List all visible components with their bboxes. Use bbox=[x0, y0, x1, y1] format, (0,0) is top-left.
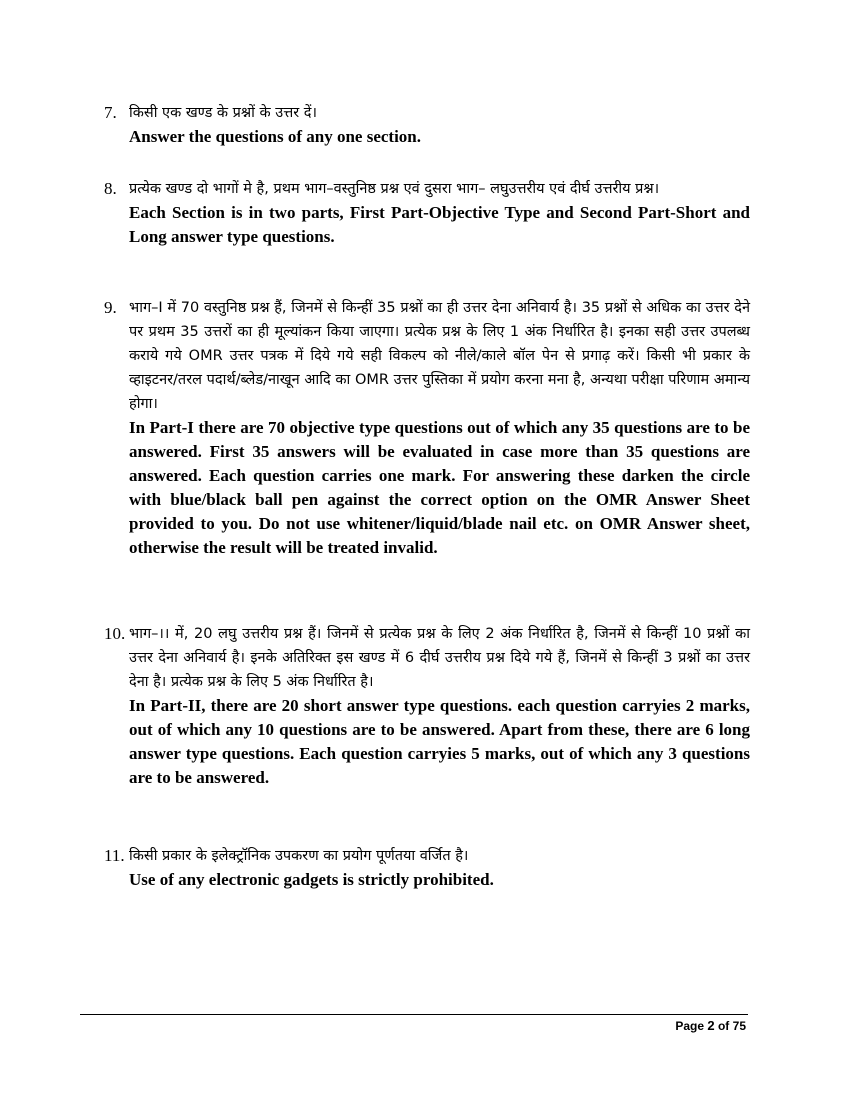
instruction-hindi-text: किसी प्रकार के इलेक्ट्रॉनिक उपकरण का प्रयोग पूर्णतया वर्जित है। bbox=[129, 848, 469, 864]
footer-divider bbox=[80, 1014, 748, 1015]
page-footer bbox=[675, 1018, 746, 1033]
instruction-item-8 bbox=[104, 177, 750, 249]
instruction-number: 9. bbox=[104, 298, 117, 317]
instruction-number: 10. bbox=[104, 624, 126, 643]
instruction-english-text bbox=[129, 416, 750, 560]
instruction-english-body: there are 70 objective type questions out of which any 35 questions are to be answered. First 35 answers will be evaluated in case more than 35 questions are answered. Each question carries one mark. For answering these darken the circle with blue/black ball pen against the correct option on the OMR Answer Sheet provided to you. Do not use whitener/liquid/blade nail etc. on OMR Answer sheet, otherwise the result will be treated invalid. bbox=[129, 418, 750, 557]
instruction-hindi-text: प्रत्येक खण्ड दो भागों मे है, प्रथम भाग–वस्तुनिष्ठ प्रश्न एवं दुसरा भाग– लघुउत्तरीय एवं दीर्घ उत्तरीय प्रश्न। bbox=[129, 181, 660, 197]
instruction-english-text: Answer the questions of any one section. bbox=[129, 127, 422, 146]
instruction-number: 8. bbox=[104, 179, 117, 198]
instruction-item-7 bbox=[104, 101, 750, 149]
instruction-item-10 bbox=[104, 622, 750, 790]
current-page-number: 2 bbox=[707, 1018, 715, 1033]
instruction-hindi-text: किसी एक खण्ड के प्रश्नों के उत्तर दें। bbox=[129, 105, 317, 121]
instruction-item-11 bbox=[104, 844, 750, 892]
page-label: Page bbox=[675, 1019, 705, 1033]
instruction-hindi-text: भाग–I में 70 वस्तुनिष्ठ प्रश्न हैं, जिनमें से किन्हीं 35 प्रश्नों का ही उत्तर देना अनिवार्य है। 35 प्रश्नों से अधिक का उत्तर देने पर प्रथम 35 उत्तरों का ही मूल्यांकन किया जाएगा। प्रत्येक प्रश्न के लिए 1 अंक निर्धारित है। इनका सही उत्तर उपलब्ध कराये गये OMR उत्तर पत्रक में दिये गये सही विकल्प को नीले/काले बॉल पेन से प्रगाढ़ करें। किसी भी प्रकार के व्हाइटनर/तरल पदार्थ/ब्लेड/नाखून आदि का OMR उत्तर पुस्तिका में प्रयोग करना मना है, अन्यथा परीक्षा परिणाम अमान्य होगा। bbox=[129, 300, 750, 412]
instruction-english-text: Each Section is in two parts, First Part-Objective Type and Second Part-Short and Long answer type questions. bbox=[129, 203, 750, 246]
instruction-english-text: Use of any electronic gadgets is strictly prohibited. bbox=[129, 870, 494, 889]
of-label: of bbox=[717, 1019, 730, 1033]
instruction-item-9 bbox=[104, 296, 750, 560]
instruction-number: 7. bbox=[104, 103, 117, 122]
total-pages: 75 bbox=[732, 1019, 746, 1033]
instruction-number: 11. bbox=[104, 846, 125, 865]
instruction-english-lead: In Part-I bbox=[129, 418, 194, 437]
instruction-english-text: In Part-II, there are 20 short answer type questions. each question carryies 2 marks, out of which any 10 questions are to be answered. Apart from these, there are 6 long answer type questions. Each question carryies 5 marks, out of which any 3 questions are to be answered. bbox=[129, 696, 750, 787]
instruction-hindi-text: भाग–।। में, 20 लघु उत्तरीय प्रश्न हैं। जिनमें से प्रत्येक प्रश्न के लिए 2 अंक निर्धारित है, जिनमें से किन्हीं 10 प्रश्नों का उत्तर देना अनिवार्य है। इनके अतिरिक्त इस खण्ड में 6 दीर्घ उत्तरीय प्रश्न दिये गये हैं, जिनमें से किन्हीं 3 प्रश्नों का उत्तर देना है। प्रत्येक प्रश्न के लिए 5 अंक निर्धारित है। bbox=[129, 626, 750, 690]
